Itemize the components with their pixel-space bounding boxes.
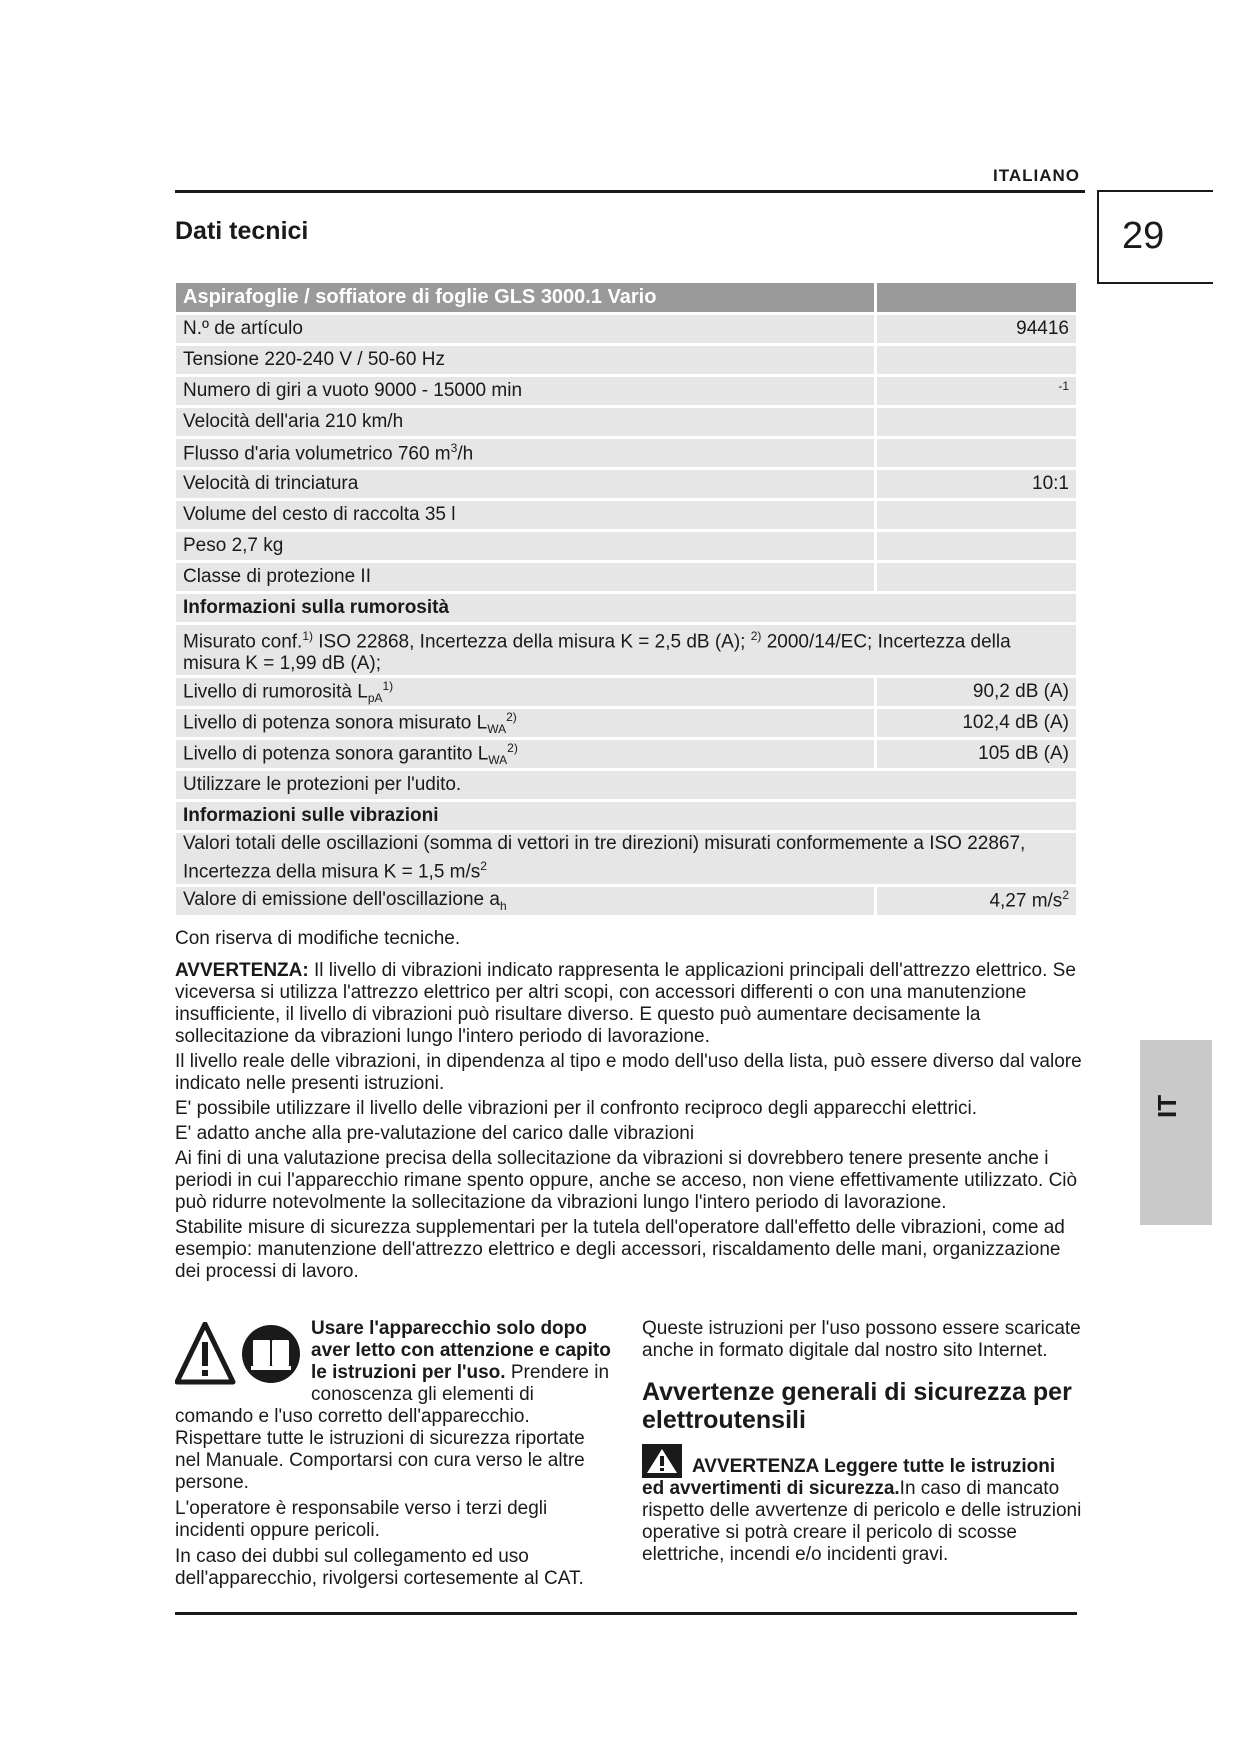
- table-row: Valore di emissione dell'oscillazione $a_h$ 4,27 $m/s^2$: [176, 887, 1076, 915]
- right-column: Queste istruzioni per l'uso possono essere scaricate anche in formato digitale dal nostro sito Internet. Avvertenze generali di sicurezza per elettroutensili AVVERTENZA Leggere tutte le istruzioni ed avvertimenti di sicurezza.In caso di mancato rispetto delle avvertenze di pericolo e delle istruzioni operative si potrà creare il pericolo di scosse elettriche, incendi e/o incidenti gravi.: [642, 1318, 1082, 1565]
- table-row: Livello di rumorosità $L_{pA}^{1)}$ 90,2 dB (A): [176, 678, 1076, 706]
- table-subheading: Informazioni sulle vibrazioni: [176, 802, 1076, 830]
- table-row: Livello di potenza sonora misurato $L_{WA}^{2)}$ 102,4 dB (A): [176, 709, 1076, 737]
- top-rule: [175, 190, 1085, 193]
- spec-table-title: Aspirafoglie / soffiatore di foglie GLS 3000.1 Vario: [176, 283, 874, 312]
- vibration-warning: AVVERTENZA: Il livello di vibrazioni indicato rappresenta le applicazioni principali dell'attrezzo elettrico. Se viceversa si utilizza l'attrezzo elettrico per altri scopi, con accessori differenti o con una manutenzione insufficiente, il livello di vibrazioni può risultare diverso. E questo può aumentare decisamente la sollecitazione da vibrazioni lungo l'intero periodo di lavorazione. Il livello reale delle vibrazioni, in dipendenza al tipo e modo dell'uso della lista, può essere diverso dal valore indicato nelle presenti istruzioni. E' possibile utilizzare il livello delle vibrazioni per il confronto reciproco degli apparecchi elettrici. E' adatto anche alla pre-valutazione del carico dalle vibrazioni Ai fini di una valutazione precisa della sollecitazione da vibrazioni si dovrebbero tenere presente anche i periodi in cui l'apparecchio rimane spento oppure, anche se acceso, non viene effettivamente utilizzato. Ciò può ridurre notevolmente la sollecitazione da vibrazioni lungo l'intero periodo di lavorazione. Stabilite misure di sicurezza supplementari per la tutela dell'operatore dall'effetto delle vibrazioni, come ad esempio: manutenzione dell'attrezzo elettrico e degli accessori, riscaldamento delle mani, organizzazione dei processi di lavoro.: [175, 960, 1082, 1282]
- table-row: Misurato conf.$^{1)}$ ISO 22868, Incertezza della misura K = 2,5 dB (A); $^{2)}$ 2000/14/EC; Incertezza della misura K = 1,99 dB (A);: [176, 625, 1076, 675]
- warning-label: AVVERTENZA:: [175, 960, 309, 981]
- table-row: Classe di protezione II: [176, 563, 1076, 591]
- page-number: 29: [1122, 215, 1165, 257]
- warning-icon: [642, 1444, 682, 1478]
- table-row: Tensione 220-240 V / 50-60 Hz: [176, 346, 1076, 374]
- table-row: Valori totali delle oscillazioni (somma di vettori in tre direzioni) misurati conformemente a ISO 22867, Incertezza della misura K = 1,5 $m/s^2$: [176, 833, 1076, 883]
- safety-section-title: Avvertenze generali di sicurezza per elettroutensili: [642, 1378, 1072, 1434]
- spec-table: [176, 280, 1076, 918]
- language-side-tab: [1140, 1040, 1212, 1225]
- section-title: Dati tecnici: [175, 217, 309, 245]
- bottom-rule: [175, 1612, 1077, 1615]
- side-tab-label: IT: [1152, 1094, 1182, 1118]
- language-label: ITALIANO: [992, 166, 1080, 185]
- left-column: Usare l'apparecchio solo dopo aver letto con attenzione e capito le istruzioni per l'uso. Prendere in conoscenza gli elementi di comando e l'uso corretto dell'apparecchio. Rispettare tutte le istruzioni di sicurezza riportate nel Manuale. Comportarsi con cura verso le altre persone. L'operatore è responsabile verso i terzi degli incidenti oppure pericoli. In caso dei dubbi sul collegamento ed uso dell'apparecchio, rivolgersi cortesemente al CAT.: [175, 1318, 611, 1589]
- table-row: Velocità di trinciatura 10:1: [176, 470, 1076, 498]
- table-subheading: Informazioni sulla rumorosità: [176, 594, 1076, 622]
- safety-icons: [175, 1322, 303, 1386]
- technical-changes-note: Con riserva di modifiche tecniche.: [175, 928, 461, 949]
- table-row: Numero di giri a vuoto 9000 - 15000 min $^{-1}$: [176, 377, 1076, 405]
- table-row: Utilizzare le protezioni per l'udito.: [176, 771, 1076, 799]
- read-manual-icon: [242, 1325, 300, 1383]
- table-row: N.º de artículo 94416: [176, 315, 1076, 343]
- table-row: Flusso d'aria volumetrico 760 $m^3/h$: [176, 439, 1076, 467]
- table-row: Velocità dell'aria 210 km/h: [176, 408, 1076, 436]
- table-row: Peso 2,7 kg: [176, 532, 1076, 560]
- spec-table-header: [176, 283, 1076, 312]
- table-row: Volume del cesto di raccolta 35 l: [176, 501, 1076, 529]
- warning-triangle-icon: [177, 1324, 233, 1382]
- table-row: Livello di potenza sonora garantito $L_{WA}^{2)}$ 105 dB (A): [176, 740, 1076, 768]
